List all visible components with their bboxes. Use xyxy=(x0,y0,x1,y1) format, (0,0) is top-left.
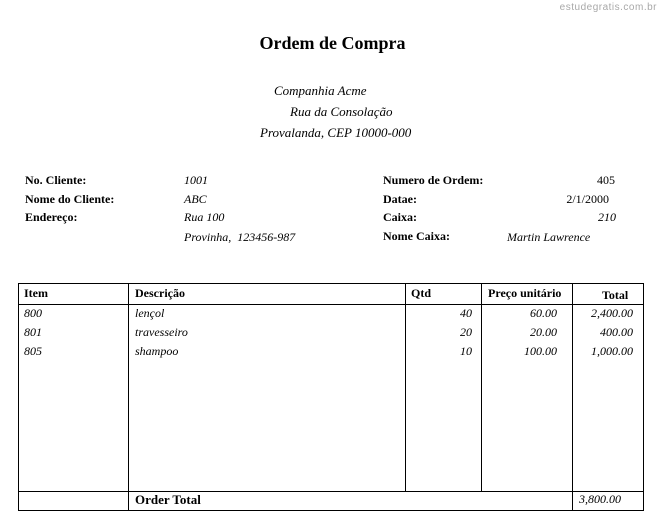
customer-name: ABC xyxy=(184,192,207,206)
row-quantity: 10 xyxy=(460,344,472,358)
customer-name-label: Nome do Cliente: xyxy=(25,192,115,206)
company-name: Companhia Acme xyxy=(274,83,367,98)
row-total: 400.00 xyxy=(600,325,633,339)
row-total: 2,400.00 xyxy=(591,306,633,320)
row-unit-price: 100.00 xyxy=(524,344,557,358)
order-number-label: Numero de Ordem: xyxy=(383,173,484,187)
header-description: Descrição xyxy=(135,286,185,300)
row-total: 1,000.00 xyxy=(591,344,633,358)
row-quantity: 20 xyxy=(460,325,472,339)
items-table xyxy=(18,283,644,511)
footer-divider xyxy=(19,491,643,492)
row-description: lençol xyxy=(135,306,165,320)
cashier-name: Martin Lawrence xyxy=(507,230,591,244)
order-total-label: Order Total xyxy=(135,492,201,507)
column-divider xyxy=(481,284,482,492)
row-item: 805 xyxy=(24,344,42,358)
column-divider xyxy=(128,284,129,510)
header-divider xyxy=(19,304,643,305)
header-total: Total xyxy=(602,288,629,302)
cashier-label: Caixa: xyxy=(383,210,417,224)
order-number: 405 xyxy=(597,173,615,187)
row-unit-price: 20.00 xyxy=(530,325,557,339)
customer-address-line1: Rua 100 xyxy=(184,210,225,224)
row-unit-price: 60.00 xyxy=(530,306,557,320)
page-title: Ordem de Compra xyxy=(259,33,406,53)
customer-address-line2: Provinha, 123456-987 xyxy=(184,230,296,244)
customer-number: 1001 xyxy=(184,173,208,187)
watermark: estudegratis.com.br xyxy=(559,2,657,13)
row-description: shampoo xyxy=(135,344,179,358)
company-street: Rua da Consolação xyxy=(290,104,393,119)
column-divider xyxy=(572,284,573,510)
cashier-number: 210 xyxy=(598,210,616,224)
order-date-label: Datae: xyxy=(383,192,417,206)
column-divider xyxy=(405,284,406,492)
row-description: travesseiro xyxy=(135,325,188,339)
row-quantity: 40 xyxy=(460,306,472,320)
cashier-name-label: Nome Caixa: xyxy=(383,229,450,243)
row-item: 801 xyxy=(24,325,42,339)
header-quantity: Qtd xyxy=(411,286,432,300)
customer-number-label: No. Cliente: xyxy=(25,173,87,187)
header-unit-price: Preço unitário xyxy=(488,286,562,300)
header-item: Item xyxy=(24,286,48,300)
row-item: 800 xyxy=(24,306,42,320)
company-city: Provalanda, CEP 10000-000 xyxy=(260,125,412,140)
order-total-value: 3,800.00 xyxy=(579,492,621,506)
order-date: 2/1/2000 xyxy=(566,192,609,206)
customer-address-label: Endereço: xyxy=(25,210,78,224)
